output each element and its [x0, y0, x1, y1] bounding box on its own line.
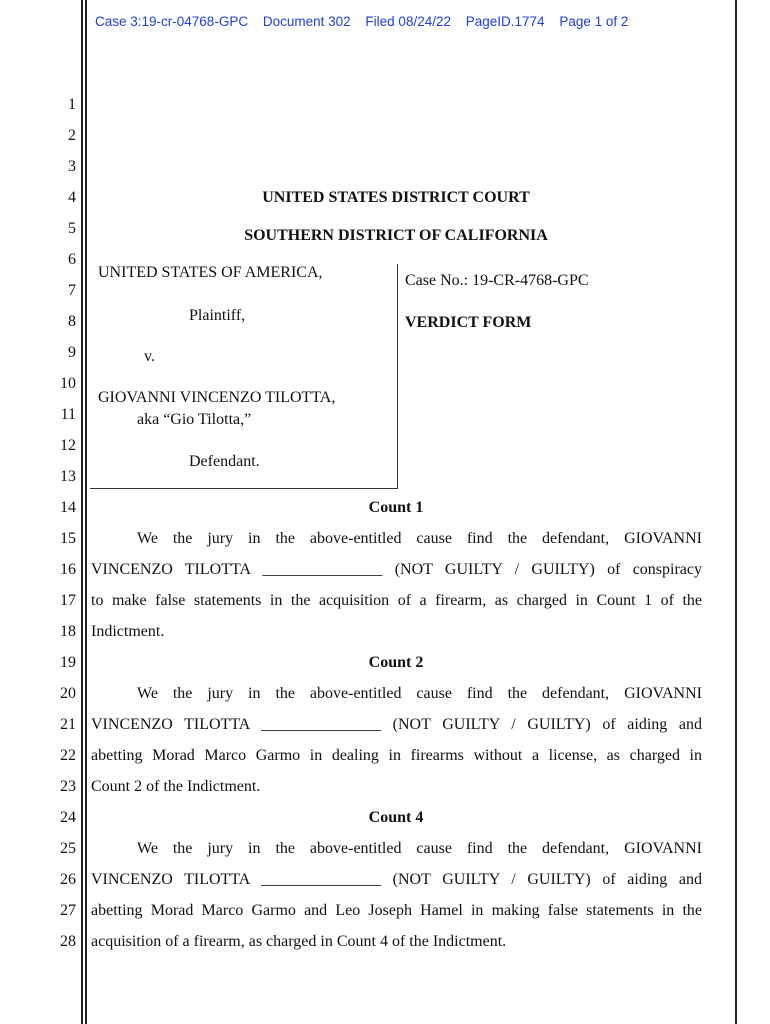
line-number: 15 — [60, 530, 76, 547]
line-number: 5 — [68, 220, 76, 237]
header-pageid: PageID.1774 — [465, 14, 545, 29]
count-heading: Count 4 — [368, 809, 424, 826]
line-number: 2 — [68, 127, 76, 144]
header-filed-date: Filed 08/24/22 — [365, 14, 451, 29]
court-district: SOUTHERN DISTRICT OF CALIFORNIA — [244, 227, 548, 244]
line-number: 25 — [60, 840, 76, 857]
line-number: 3 — [68, 158, 76, 175]
line-number: 22 — [60, 747, 76, 764]
count-text-line: Count 2 of the Indictment. — [91, 778, 261, 795]
line-number: 12 — [60, 437, 76, 454]
count-text-line: Indictment. — [91, 623, 165, 640]
line-number: 28 — [60, 933, 76, 950]
line-number: 10 — [60, 375, 76, 392]
count-text-line: We the jury in the above-entitled cause find the defendant, GIOVANNI — [137, 530, 702, 547]
court-name: UNITED STATES DISTRICT COURT — [262, 189, 530, 206]
line-number: 21 — [60, 716, 76, 733]
count-text-line: VINCENZO TILOTTA _______________ (NOT GUILTY / GUILTY) of aiding and — [91, 871, 702, 888]
count-text-line: We the jury in the above-entitled cause find the defendant, GIOVANNI — [137, 685, 702, 702]
left-margin-line-inner — [85, 0, 87, 1024]
line-number: 7 — [68, 282, 76, 299]
count-heading: Count 1 — [368, 499, 424, 516]
line-number: 9 — [68, 344, 76, 361]
line-number: 1 — [68, 96, 76, 113]
defendant-name: GIOVANNI VINCENZO TILOTTA, — [98, 389, 336, 406]
line-number: 13 — [60, 468, 76, 485]
line-number: 18 — [60, 623, 76, 640]
caption-divider-horizontal — [90, 488, 398, 489]
header-document: Document 302 — [262, 14, 351, 29]
line-number: 20 — [60, 685, 76, 702]
case-number: Case No.: 19-CR-4768-GPC — [405, 272, 589, 289]
line-number: 4 — [68, 189, 76, 206]
line-number: 24 — [60, 809, 76, 826]
line-number: 26 — [60, 871, 76, 888]
count-text-line: VINCENZO TILOTTA _______________ (NOT GUILTY / GUILTY) of aiding and — [91, 716, 702, 733]
count-heading: Count 2 — [368, 654, 424, 671]
defendant-label: Defendant. — [189, 453, 260, 470]
versus: v. — [144, 348, 155, 365]
header-case-number: Case 3:19-cr-04768-GPC — [95, 14, 249, 29]
line-number: 6 — [68, 251, 76, 268]
plaintiff-name: UNITED STATES OF AMERICA, — [98, 264, 323, 281]
caption-divider-vertical — [397, 264, 398, 489]
line-number: 14 — [60, 499, 76, 516]
right-margin-line — [735, 0, 737, 1024]
count-text-line: We the jury in the above-entitled cause find the defendant, GIOVANNI — [137, 840, 702, 857]
line-number: 17 — [60, 592, 76, 609]
header-page-count: Page 1 of 2 — [559, 14, 629, 29]
filing-header — [95, 14, 639, 29]
count-text-line: to make false statements in the acquisition of a firearm, as charged in Count 1 of the — [91, 592, 702, 609]
line-number: 19 — [60, 654, 76, 671]
left-margin-line-outer — [81, 0, 83, 1024]
line-number: 23 — [60, 778, 76, 795]
form-title: VERDICT FORM — [405, 314, 532, 331]
line-number: 16 — [60, 561, 76, 578]
count-text-line: acquisition of a firearm, as charged in Count 4 of the Indictment. — [91, 933, 507, 950]
count-text-line: abetting Morad Marco Garmo in dealing in firearms without a license, as charged in — [91, 747, 702, 764]
line-number: 11 — [60, 406, 76, 423]
count-text-line: VINCENZO TILOTTA _______________ (NOT GUILTY / GUILTY) of conspiracy — [91, 561, 702, 578]
line-number: 8 — [68, 313, 76, 330]
line-number: 27 — [60, 902, 76, 919]
plaintiff-label: Plaintiff, — [189, 307, 246, 324]
count-text-line: abetting Morad Marco Garmo and Leo Joseph Hamel in making false statements in the — [91, 902, 702, 919]
defendant-aka: aka “Gio Tilotta,” — [137, 411, 252, 428]
